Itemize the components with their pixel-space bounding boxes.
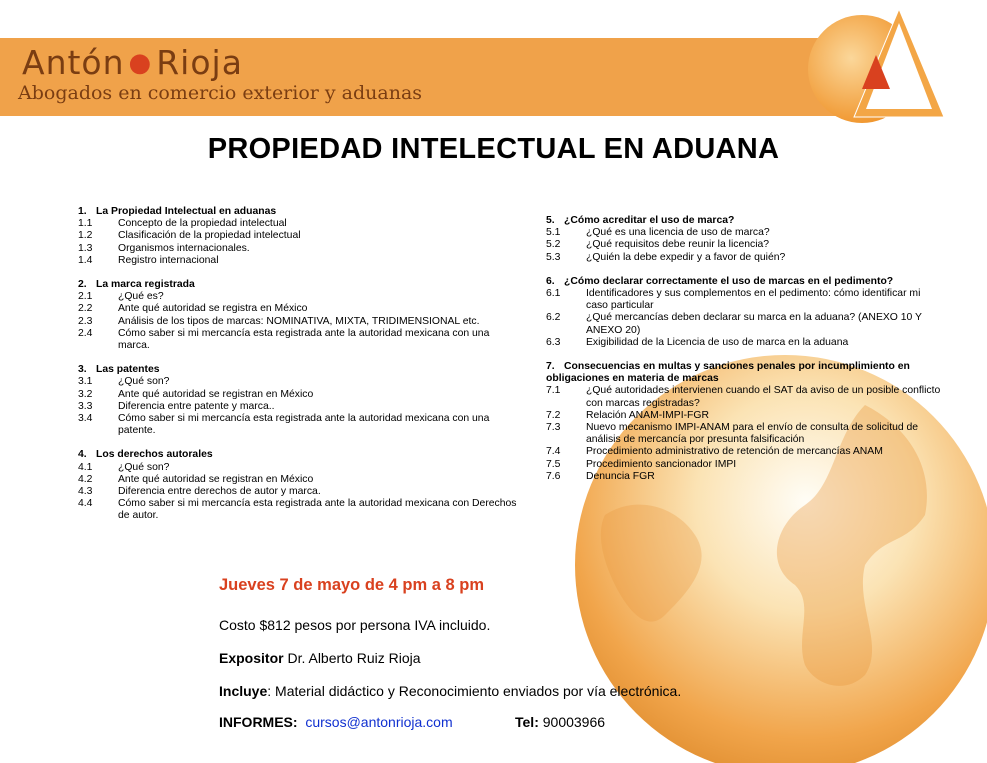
item-text: ¿Qué requisitos debe reunir la licencia? [586,239,770,251]
item-number: 3.3 [78,400,93,412]
list-item [78,486,518,498]
list-item [546,288,941,312]
item-number: 4.4 [78,498,93,510]
section-title [78,449,518,461]
item-number: 1.2 [78,230,93,242]
item-text: Procedimiento administrativo de retención de mercancías ANAM [586,446,883,458]
logo-triangle-icon [796,5,946,123]
item-text: Nuevo mecanismo IMPI-ANAM para el envío de consulta de solicitud de análisis de mercancía por presunta falsificación [586,422,919,446]
list-item [546,410,941,422]
list-item [546,385,941,409]
speaker-name: Dr. Alberto Ruiz Rioja [283,650,421,666]
list-item [78,413,518,437]
section-3 [78,364,518,437]
item-text: ¿Qué son? [118,376,170,388]
item-text: ¿Quién la debe expedir y a favor de quién? [586,251,786,263]
item-number: 1.3 [78,242,93,254]
event-date: Jueves 7 de mayo de 4 pm a 8 pm [219,576,485,594]
list-item [546,337,941,349]
section-title [546,215,941,227]
item-text: ¿Qué es una licencia de uso de marca? [586,227,770,239]
item-number: 6.1 [546,288,561,300]
includes-text: : Material didáctico y Reconocimiento enviados por vía electrónica. [267,683,682,699]
item-number: 3.4 [78,413,93,425]
item-number: 4.1 [78,461,93,473]
section-6 [546,276,941,349]
item-text: ¿Qué autoridades intervienen cuando el SAT da aviso de un posible conflicto con marcas registradas? [586,385,941,409]
section-title-text: Consecuencias en multas y sanciones penales por incumplimiento en obligaciones en materia de marcas [546,361,910,385]
item-text: Diferencia entre derechos de autor y marca. [118,486,321,498]
item-text: Clasificación de la propiedad intelectual [118,230,301,242]
syllabus-right-column [546,215,941,495]
item-text: Registro internacional [118,254,219,266]
section-title-text: Los derechos autorales [96,449,213,461]
item-text: Cómo saber si mi mercancía esta registrada ante la autoridad mexicana con una marca. [118,327,490,352]
speaker-label: Expositor [219,650,284,666]
item-number: 7.4 [546,446,561,458]
item-number: 5.2 [546,239,561,251]
syllabus-left-column [78,206,518,535]
item-text: Relación ANAM-IMPI-FGR [586,409,709,421]
item-number: 7.3 [546,422,561,434]
info-label: INFORMES: [219,714,298,730]
item-number: 3.2 [78,388,93,400]
list-item [546,446,941,458]
section-title [546,276,941,288]
list-item [78,230,518,242]
item-number: 1.4 [78,254,93,266]
section-title [78,364,518,376]
tel-number: 90003966 [542,714,606,730]
event-contact [219,714,453,730]
item-number: 6.3 [546,336,561,348]
list-item [78,376,518,388]
event-includes [219,683,681,699]
brand-part-1: Antón [22,43,125,82]
item-number: 4.2 [78,473,93,485]
section-number: 3. [78,364,87,376]
section-1 [78,206,518,267]
list-item [546,471,941,483]
item-text: Ante qué autoridad se registran en México [118,388,314,400]
section-title-text: La marca registrada [96,279,195,291]
item-text: Exigibilidad de la Licencia de uso de marca en la aduana [586,336,849,348]
list-item [78,474,518,486]
item-number: 3.1 [78,376,93,388]
item-number: 7.6 [546,470,561,482]
list-item [546,227,941,239]
item-number: 4.3 [78,486,93,498]
section-title [546,361,941,385]
section-number: 5. [546,215,555,226]
list-item [78,291,518,303]
item-number: 7.5 [546,458,561,470]
item-text: ¿Qué mercancías deben declarar su marca en la aduana? (ANEXO 10 Y ANEXO 20) [586,312,922,336]
includes-label: Incluye [219,683,268,699]
brand-name [22,43,243,82]
section-title [78,279,518,291]
list-item [78,243,518,255]
item-text: Identificadores y sus complementos en el pedimento: cómo identificar mi caso particular [586,288,921,312]
list-item [78,328,518,352]
section-title-text: Las patentes [96,364,160,376]
event-speaker [219,650,421,666]
section-number: 4. [78,449,87,461]
item-number: 1.1 [78,218,93,230]
item-text: Concepto de la propiedad intelectual [118,218,287,230]
item-text: Cómo saber si mi mercancía esta registrada ante la autoridad mexicana con una patente. [118,413,490,437]
section-4 [78,449,518,522]
tel-label: Tel: [515,714,539,730]
list-item [78,498,518,522]
list-item [546,312,941,336]
item-text: Cómo saber si mi mercancía esta registrada ante la autoridad mexicana con Derechos de autor. [118,498,517,522]
item-number: 2.2 [78,303,93,315]
item-text: Ante qué autoridad se registran en México [118,473,314,485]
list-item [546,252,941,264]
list-item [78,218,518,230]
item-text: Denuncia FGR [586,470,655,482]
section-number: 1. [78,206,87,217]
section-number: 2. [78,279,87,291]
email-link[interactable]: cursos@antonrioja.com [305,714,453,730]
item-number: 5.1 [546,227,561,239]
item-text: Análisis de los tipos de marcas: NOMINATIVA, MIXTA, TRIDIMENSIONAL etc. [118,315,480,327]
list-item [546,459,941,471]
list-item [546,422,941,446]
list-item [78,389,518,401]
item-number: 7.1 [546,385,561,397]
item-number: 6.2 [546,312,561,324]
section-title [78,206,518,218]
section-title-text: La Propiedad Intelectual en aduanas [96,206,277,217]
section-number: 7. [546,361,555,373]
section-2 [78,279,518,352]
item-number: 7.2 [546,409,561,421]
item-text: ¿Qué es? [118,291,164,303]
item-text: Diferencia entre patente y marca.. [118,400,275,412]
page-title: PROPIEDAD INTELECTUAL EN ADUANA [207,133,780,165]
list-item [78,462,518,474]
item-text: Procedimiento sancionador IMPI [586,458,737,470]
list-item [546,239,941,251]
section-number: 6. [546,275,555,287]
list-item [78,316,518,328]
event-phone [515,714,605,730]
section-5 [546,215,941,264]
item-number: 2.4 [78,327,93,339]
item-number: 2.1 [78,291,93,303]
section-title-text: ¿Cómo acreditar el uso de marca? [564,215,735,226]
section-title-text: ¿Cómo declarar correctamente el uso de marcas en el pedimento? [564,275,894,287]
item-text: ¿Qué son? [118,461,170,473]
brand-tagline: Abogados en comercio exterior y aduanas [18,82,423,104]
item-text: Organismos internacionales. [118,242,250,254]
list-item [78,303,518,315]
list-item [78,255,518,267]
section-7 [546,361,941,483]
brand-dot-icon: ● [128,48,153,78]
event-cost: Costo $812 pesos por persona IVA incluido. [219,617,491,633]
item-number: 5.3 [546,251,561,263]
brand-part-2: Rioja [156,43,243,82]
item-text: Ante qué autoridad se registra en México [118,303,308,315]
list-item [78,401,518,413]
item-number: 2.3 [78,315,93,327]
